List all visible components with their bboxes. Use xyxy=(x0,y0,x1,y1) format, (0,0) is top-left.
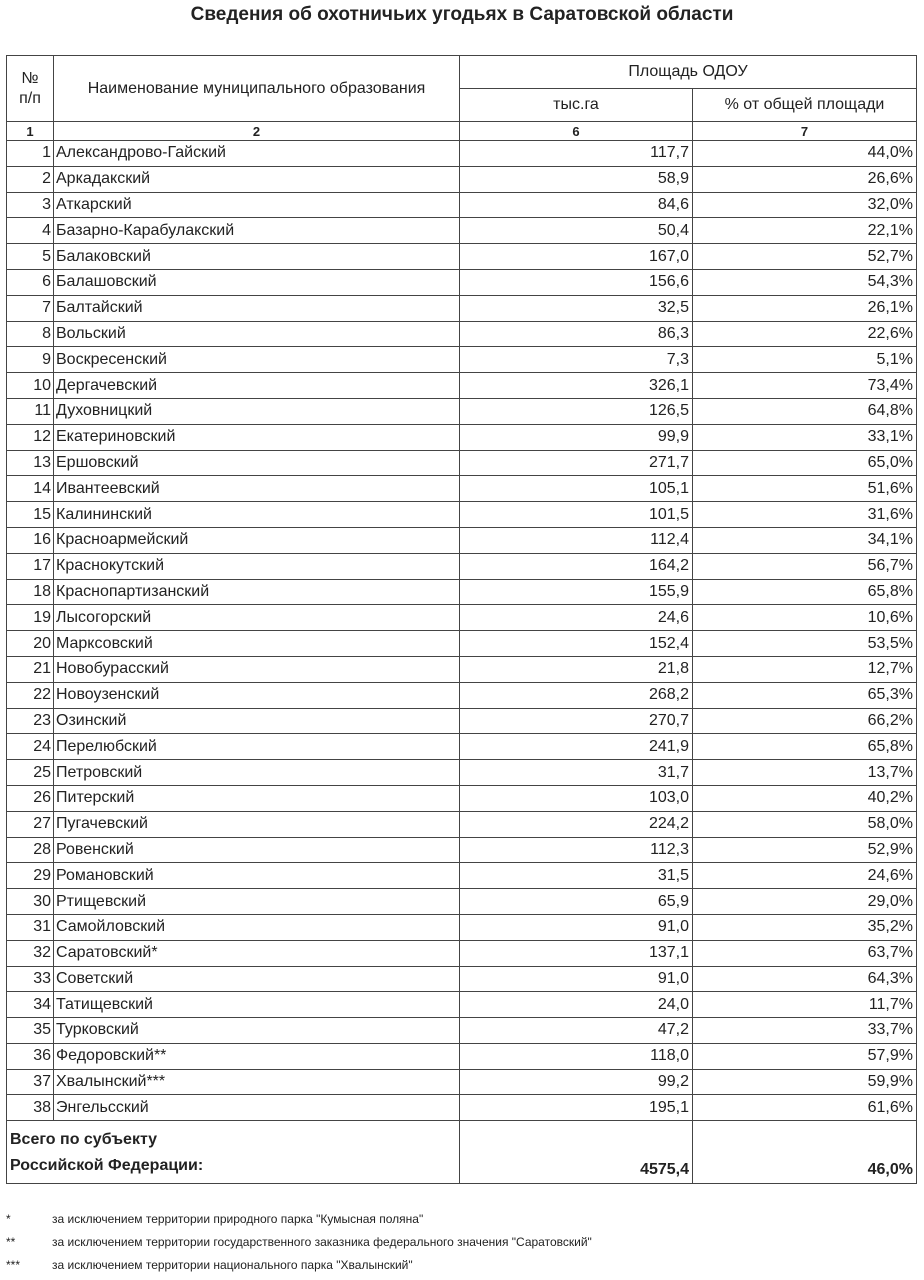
district-name: Турковский xyxy=(54,1018,460,1044)
percent-value: 26,1% xyxy=(693,295,917,321)
percent-value: 44,0% xyxy=(693,141,917,167)
area-value: 105,1 xyxy=(460,476,693,502)
table-row xyxy=(7,734,917,760)
table-row xyxy=(7,1043,917,1069)
percent-value: 33,1% xyxy=(693,424,917,450)
percent-value: 56,7% xyxy=(693,553,917,579)
table-row xyxy=(7,244,917,270)
percent-value: 73,4% xyxy=(693,373,917,399)
footnotes xyxy=(6,1207,916,1276)
table-row xyxy=(7,476,917,502)
area-value: 152,4 xyxy=(460,631,693,657)
area-value: 118,0 xyxy=(460,1043,693,1069)
percent-value: 65,0% xyxy=(693,450,917,476)
area-value: 195,1 xyxy=(460,1095,693,1121)
percent-value: 59,9% xyxy=(693,1069,917,1095)
district-name: Ртищевский xyxy=(54,889,460,915)
percent-value: 65,3% xyxy=(693,682,917,708)
area-value: 31,5 xyxy=(460,863,693,889)
percent-value: 12,7% xyxy=(693,656,917,682)
district-name: Балаковский xyxy=(54,244,460,270)
row-number: 26 xyxy=(7,785,54,811)
row-number: 6 xyxy=(7,269,54,295)
table-row xyxy=(7,295,917,321)
percent-value: 40,2% xyxy=(693,785,917,811)
district-name: Новобурасский xyxy=(54,656,460,682)
row-number: 34 xyxy=(7,992,54,1018)
area-value: 91,0 xyxy=(460,966,693,992)
percent-value: 63,7% xyxy=(693,940,917,966)
table-row xyxy=(7,321,917,347)
percent-value: 58,0% xyxy=(693,811,917,837)
row-number: 2 xyxy=(7,166,54,192)
area-value: 156,6 xyxy=(460,269,693,295)
area-value: 112,4 xyxy=(460,527,693,553)
district-name: Самойловский xyxy=(54,914,460,940)
district-name: Озинский xyxy=(54,708,460,734)
table-row xyxy=(7,347,917,373)
row-number: 23 xyxy=(7,708,54,734)
district-name: Ивантеевский xyxy=(54,476,460,502)
table-row xyxy=(7,192,917,218)
area-value: 21,8 xyxy=(460,656,693,682)
district-name: Духовницкий xyxy=(54,398,460,424)
percent-value: 52,7% xyxy=(693,244,917,270)
district-name: Федоровский** xyxy=(54,1043,460,1069)
district-name: Калининский xyxy=(54,502,460,528)
table-row xyxy=(7,141,917,167)
table-row xyxy=(7,527,917,553)
table-row xyxy=(7,889,917,915)
footnote: *** за исключением территории национального парка "Хвалынский" xyxy=(6,1257,413,1272)
table-row xyxy=(7,631,917,657)
district-name: Красноармейский xyxy=(54,527,460,553)
percent-value: 51,6% xyxy=(693,476,917,502)
district-name: Екатериновский xyxy=(54,424,460,450)
table-row xyxy=(7,656,917,682)
table-row xyxy=(7,785,917,811)
row-number: 8 xyxy=(7,321,54,347)
col-header-percent: % от общей площади xyxy=(693,89,917,122)
area-value: 101,5 xyxy=(460,502,693,528)
percent-value: 65,8% xyxy=(693,579,917,605)
row-number: 14 xyxy=(7,476,54,502)
area-value: 164,2 xyxy=(460,553,693,579)
page-title: Сведения об охотничьих угодьях в Саратовской области xyxy=(190,4,734,25)
district-name: Аркадакский xyxy=(54,166,460,192)
row-number: 35 xyxy=(7,1018,54,1044)
area-value: 137,1 xyxy=(460,940,693,966)
table-row xyxy=(7,553,917,579)
table-row xyxy=(7,398,917,424)
percent-value: 31,6% xyxy=(693,502,917,528)
area-value: 86,3 xyxy=(460,321,693,347)
percent-value: 53,5% xyxy=(693,631,917,657)
district-name: Петровский xyxy=(54,760,460,786)
percent-value: 64,8% xyxy=(693,398,917,424)
row-number: 4 xyxy=(7,218,54,244)
area-value: 32,5 xyxy=(460,295,693,321)
row-number: 20 xyxy=(7,631,54,657)
area-value: 91,0 xyxy=(460,914,693,940)
table-row xyxy=(7,166,917,192)
district-name: Лысогорский xyxy=(54,605,460,631)
row-number: 32 xyxy=(7,940,54,966)
percent-value: 32,0% xyxy=(693,192,917,218)
col-index-6: 6 xyxy=(460,122,693,141)
col-header-number: № п/п xyxy=(7,56,54,122)
percent-value: 57,9% xyxy=(693,1043,917,1069)
area-value: 270,7 xyxy=(460,708,693,734)
area-value: 126,5 xyxy=(460,398,693,424)
table-row xyxy=(7,373,917,399)
col-header-area: Площадь ОДОУ xyxy=(460,56,917,89)
percent-value: 64,3% xyxy=(693,966,917,992)
area-value: 241,9 xyxy=(460,734,693,760)
row-number: 7 xyxy=(7,295,54,321)
area-value: 24,6 xyxy=(460,605,693,631)
row-number: 3 xyxy=(7,192,54,218)
percent-value: 11,7% xyxy=(693,992,917,1018)
district-name: Пугачевский xyxy=(54,811,460,837)
district-name: Воскресенский xyxy=(54,347,460,373)
row-number: 28 xyxy=(7,837,54,863)
row-number: 29 xyxy=(7,863,54,889)
percent-value: 33,7% xyxy=(693,1018,917,1044)
table-row xyxy=(7,966,917,992)
table-row xyxy=(7,760,917,786)
row-number: 30 xyxy=(7,889,54,915)
district-name: Саратовский* xyxy=(54,940,460,966)
hunting-grounds-table xyxy=(6,55,917,1184)
footnote: * за исключением территории природного парка "Кумысная поляна" xyxy=(6,1211,424,1226)
total-label: Всего по субъекту Российской Федерации: xyxy=(7,1121,460,1184)
row-number: 36 xyxy=(7,1043,54,1069)
district-name: Советский xyxy=(54,966,460,992)
district-name: Татищевский xyxy=(54,992,460,1018)
area-value: 99,9 xyxy=(460,424,693,450)
district-name: Александрово-Гайский xyxy=(54,141,460,167)
row-number: 27 xyxy=(7,811,54,837)
district-name: Ровенский xyxy=(54,837,460,863)
table-row xyxy=(7,914,917,940)
row-number: 18 xyxy=(7,579,54,605)
row-number: 19 xyxy=(7,605,54,631)
table-row xyxy=(7,708,917,734)
percent-value: 65,8% xyxy=(693,734,917,760)
district-name: Ершовский xyxy=(54,450,460,476)
district-name: Краснокутский xyxy=(54,553,460,579)
area-value: 268,2 xyxy=(460,682,693,708)
percent-value: 66,2% xyxy=(693,708,917,734)
percent-value: 10,6% xyxy=(693,605,917,631)
table-row xyxy=(7,811,917,837)
district-name: Романовский xyxy=(54,863,460,889)
row-number: 25 xyxy=(7,760,54,786)
area-value: 50,4 xyxy=(460,218,693,244)
area-value: 224,2 xyxy=(460,811,693,837)
area-value: 155,9 xyxy=(460,579,693,605)
district-name: Перелюбский xyxy=(54,734,460,760)
row-number: 24 xyxy=(7,734,54,760)
table-row xyxy=(7,1069,917,1095)
table-row xyxy=(7,605,917,631)
area-value: 47,2 xyxy=(460,1018,693,1044)
row-number: 37 xyxy=(7,1069,54,1095)
col-header-thousand-ha: тыс.га xyxy=(460,89,693,122)
district-name: Новоузенский xyxy=(54,682,460,708)
row-number: 22 xyxy=(7,682,54,708)
table-row xyxy=(7,682,917,708)
percent-value: 22,6% xyxy=(693,321,917,347)
district-name: Хвалынский*** xyxy=(54,1069,460,1095)
percent-value: 29,0% xyxy=(693,889,917,915)
row-number: 12 xyxy=(7,424,54,450)
row-number: 10 xyxy=(7,373,54,399)
table-row xyxy=(7,1018,917,1044)
district-name: Энгельсский xyxy=(54,1095,460,1121)
district-name: Питерский xyxy=(54,785,460,811)
table-row xyxy=(7,450,917,476)
table-row xyxy=(7,940,917,966)
district-name: Дергачевский xyxy=(54,373,460,399)
table-row xyxy=(7,863,917,889)
area-value: 167,0 xyxy=(460,244,693,270)
col-index-1: 1 xyxy=(7,122,54,141)
area-value: 7,3 xyxy=(460,347,693,373)
percent-value: 24,6% xyxy=(693,863,917,889)
district-name: Краснопартизанский xyxy=(54,579,460,605)
row-number: 11 xyxy=(7,398,54,424)
percent-value: 26,6% xyxy=(693,166,917,192)
district-name: Вольский xyxy=(54,321,460,347)
row-number: 31 xyxy=(7,914,54,940)
footnote: ** за исключением территории государственного заказника федерального значения "Саратовский" xyxy=(6,1234,592,1249)
row-number: 9 xyxy=(7,347,54,373)
row-number: 15 xyxy=(7,502,54,528)
row-number: 17 xyxy=(7,553,54,579)
row-number: 13 xyxy=(7,450,54,476)
table-row xyxy=(7,992,917,1018)
table-row xyxy=(7,269,917,295)
district-name: Аткарский xyxy=(54,192,460,218)
district-name: Марксовский xyxy=(54,631,460,657)
table-row xyxy=(7,502,917,528)
district-name: Базарно-Карабулакский xyxy=(54,218,460,244)
percent-value: 34,1% xyxy=(693,527,917,553)
area-value: 84,6 xyxy=(460,192,693,218)
percent-value: 5,1% xyxy=(693,347,917,373)
percent-value: 54,3% xyxy=(693,269,917,295)
table-row xyxy=(7,424,917,450)
row-number: 38 xyxy=(7,1095,54,1121)
row-number: 33 xyxy=(7,966,54,992)
area-value: 65,9 xyxy=(460,889,693,915)
col-index-7: 7 xyxy=(693,122,917,141)
percent-value: 35,2% xyxy=(693,914,917,940)
area-value: 326,1 xyxy=(460,373,693,399)
percent-value: 22,1% xyxy=(693,218,917,244)
row-number: 21 xyxy=(7,656,54,682)
table-row xyxy=(7,837,917,863)
area-value: 103,0 xyxy=(460,785,693,811)
table-row xyxy=(7,218,917,244)
area-value: 112,3 xyxy=(460,837,693,863)
row-number: 5 xyxy=(7,244,54,270)
area-value: 24,0 xyxy=(460,992,693,1018)
area-value: 99,2 xyxy=(460,1069,693,1095)
col-index-2: 2 xyxy=(54,122,460,141)
col-header-name: Наименование муниципального образования xyxy=(54,56,460,122)
total-percent: 46,0% xyxy=(693,1121,917,1184)
percent-value: 61,6% xyxy=(693,1095,917,1121)
area-value: 58,9 xyxy=(460,166,693,192)
percent-value: 52,9% xyxy=(693,837,917,863)
area-value: 31,7 xyxy=(460,760,693,786)
percent-value: 13,7% xyxy=(693,760,917,786)
area-value: 117,7 xyxy=(460,141,693,167)
row-number: 16 xyxy=(7,527,54,553)
table-row xyxy=(7,1095,917,1121)
district-name: Балашовский xyxy=(54,269,460,295)
district-name: Балтайский xyxy=(54,295,460,321)
row-number: 1 xyxy=(7,141,54,167)
area-value: 271,7 xyxy=(460,450,693,476)
total-area: 4575,4 xyxy=(460,1121,693,1184)
table-row xyxy=(7,579,917,605)
